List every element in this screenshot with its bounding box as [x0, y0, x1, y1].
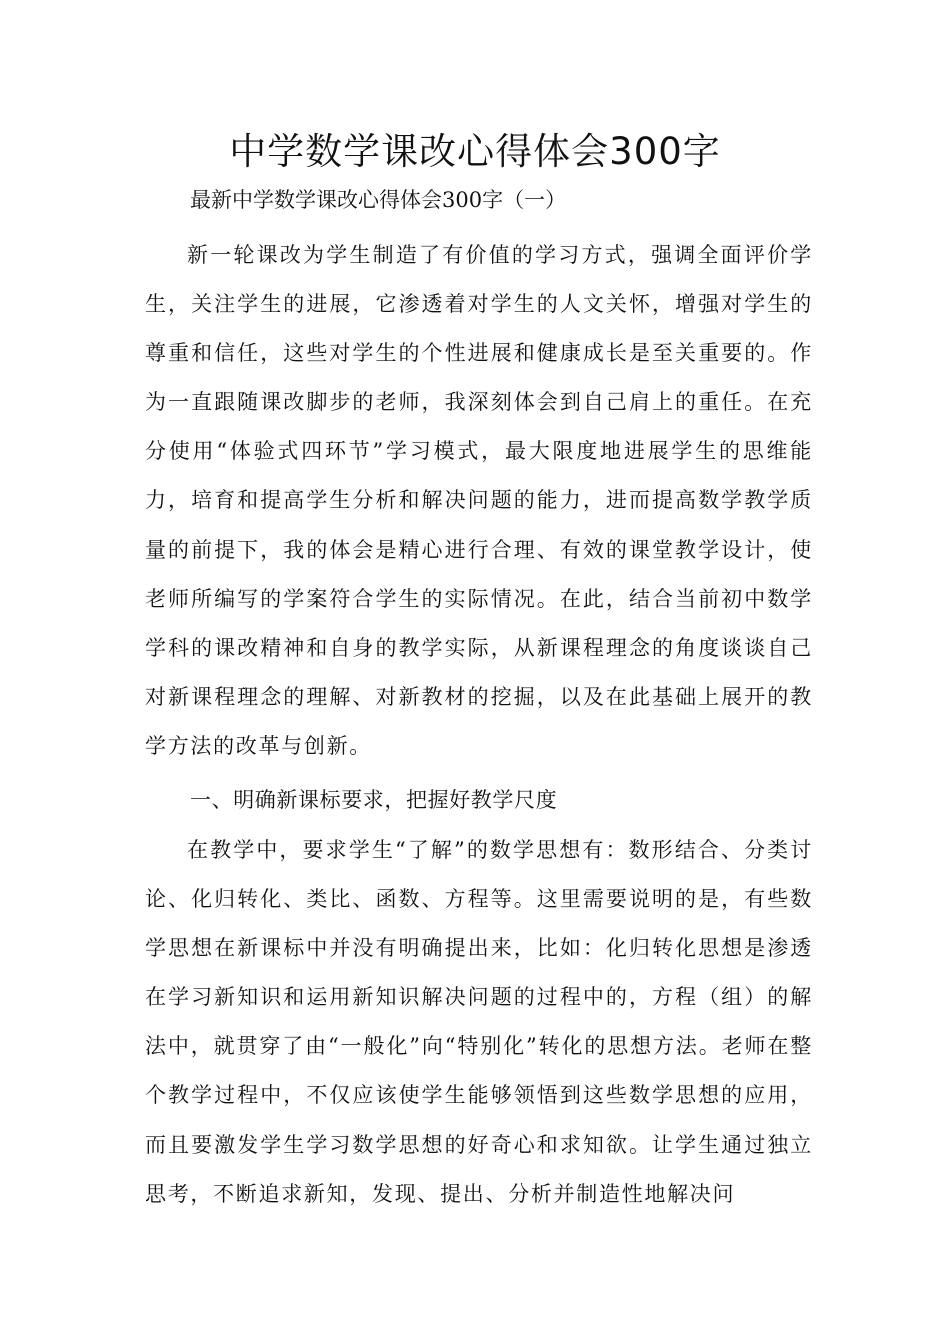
document-subtitle: 最新中学数学课改心得体会300字（一）: [190, 188, 567, 212]
body-paragraph-2: 在教学中，要求学生“了解”的数学思想有：数形结合、分类讨论、化归转化、类比、函数、方程等。这里需要说明的是，有些数学思想在新课标中并没有明确提出来，比如：化归转化思想是渗透在学习新知识和运用新知识解决问题的过程中的，方程（组）的解法中，就贯穿了由“一般化”向“特别化”转化的思想方法。老师在整个教学过程中，不仅应该使学生能够领悟到这些数学思想的应用，而且要激发学生学习数学思想的好奇心和求知欲。让学生通过独立思考，不断追求新知，发现、提出、分析并制造性地解决问: [145, 838, 813, 1206]
document-title: 中学数学课改心得体会300字: [229, 130, 721, 173]
body-paragraph-1: 新一轮课改为学生制造了有价值的学习方式，强调全面评价学生，关注学生的进展，它渗透着对学生的人文关怀，增强对学生的尊重和信任，这些对学生的个性进展和健康成长是至关重要的。作为一直跟随课改脚步的老师，我深刻体会到自己肩上的重任。在充分使用“体验式四环节”学习模式，最大限度地进展学生的思维能力，培育和提高学生分析和解决问题的能力，进而提高数学教学质量的前提下，我的体会是精心进行合理、有效的课堂教学设计，使老师所编写的学案符合学生的实际情况。在此，结合当前初中数学学科的课改精神和自身的教学实际，从新课程理念的角度谈谈自己对新课程理念的理解、对新教材的挖掘，以及在此基础上展开的教学方法的改革与创新。: [145, 243, 813, 758]
section-heading: 一、明确新课标要求，把握好教学尺度: [190, 788, 558, 812]
